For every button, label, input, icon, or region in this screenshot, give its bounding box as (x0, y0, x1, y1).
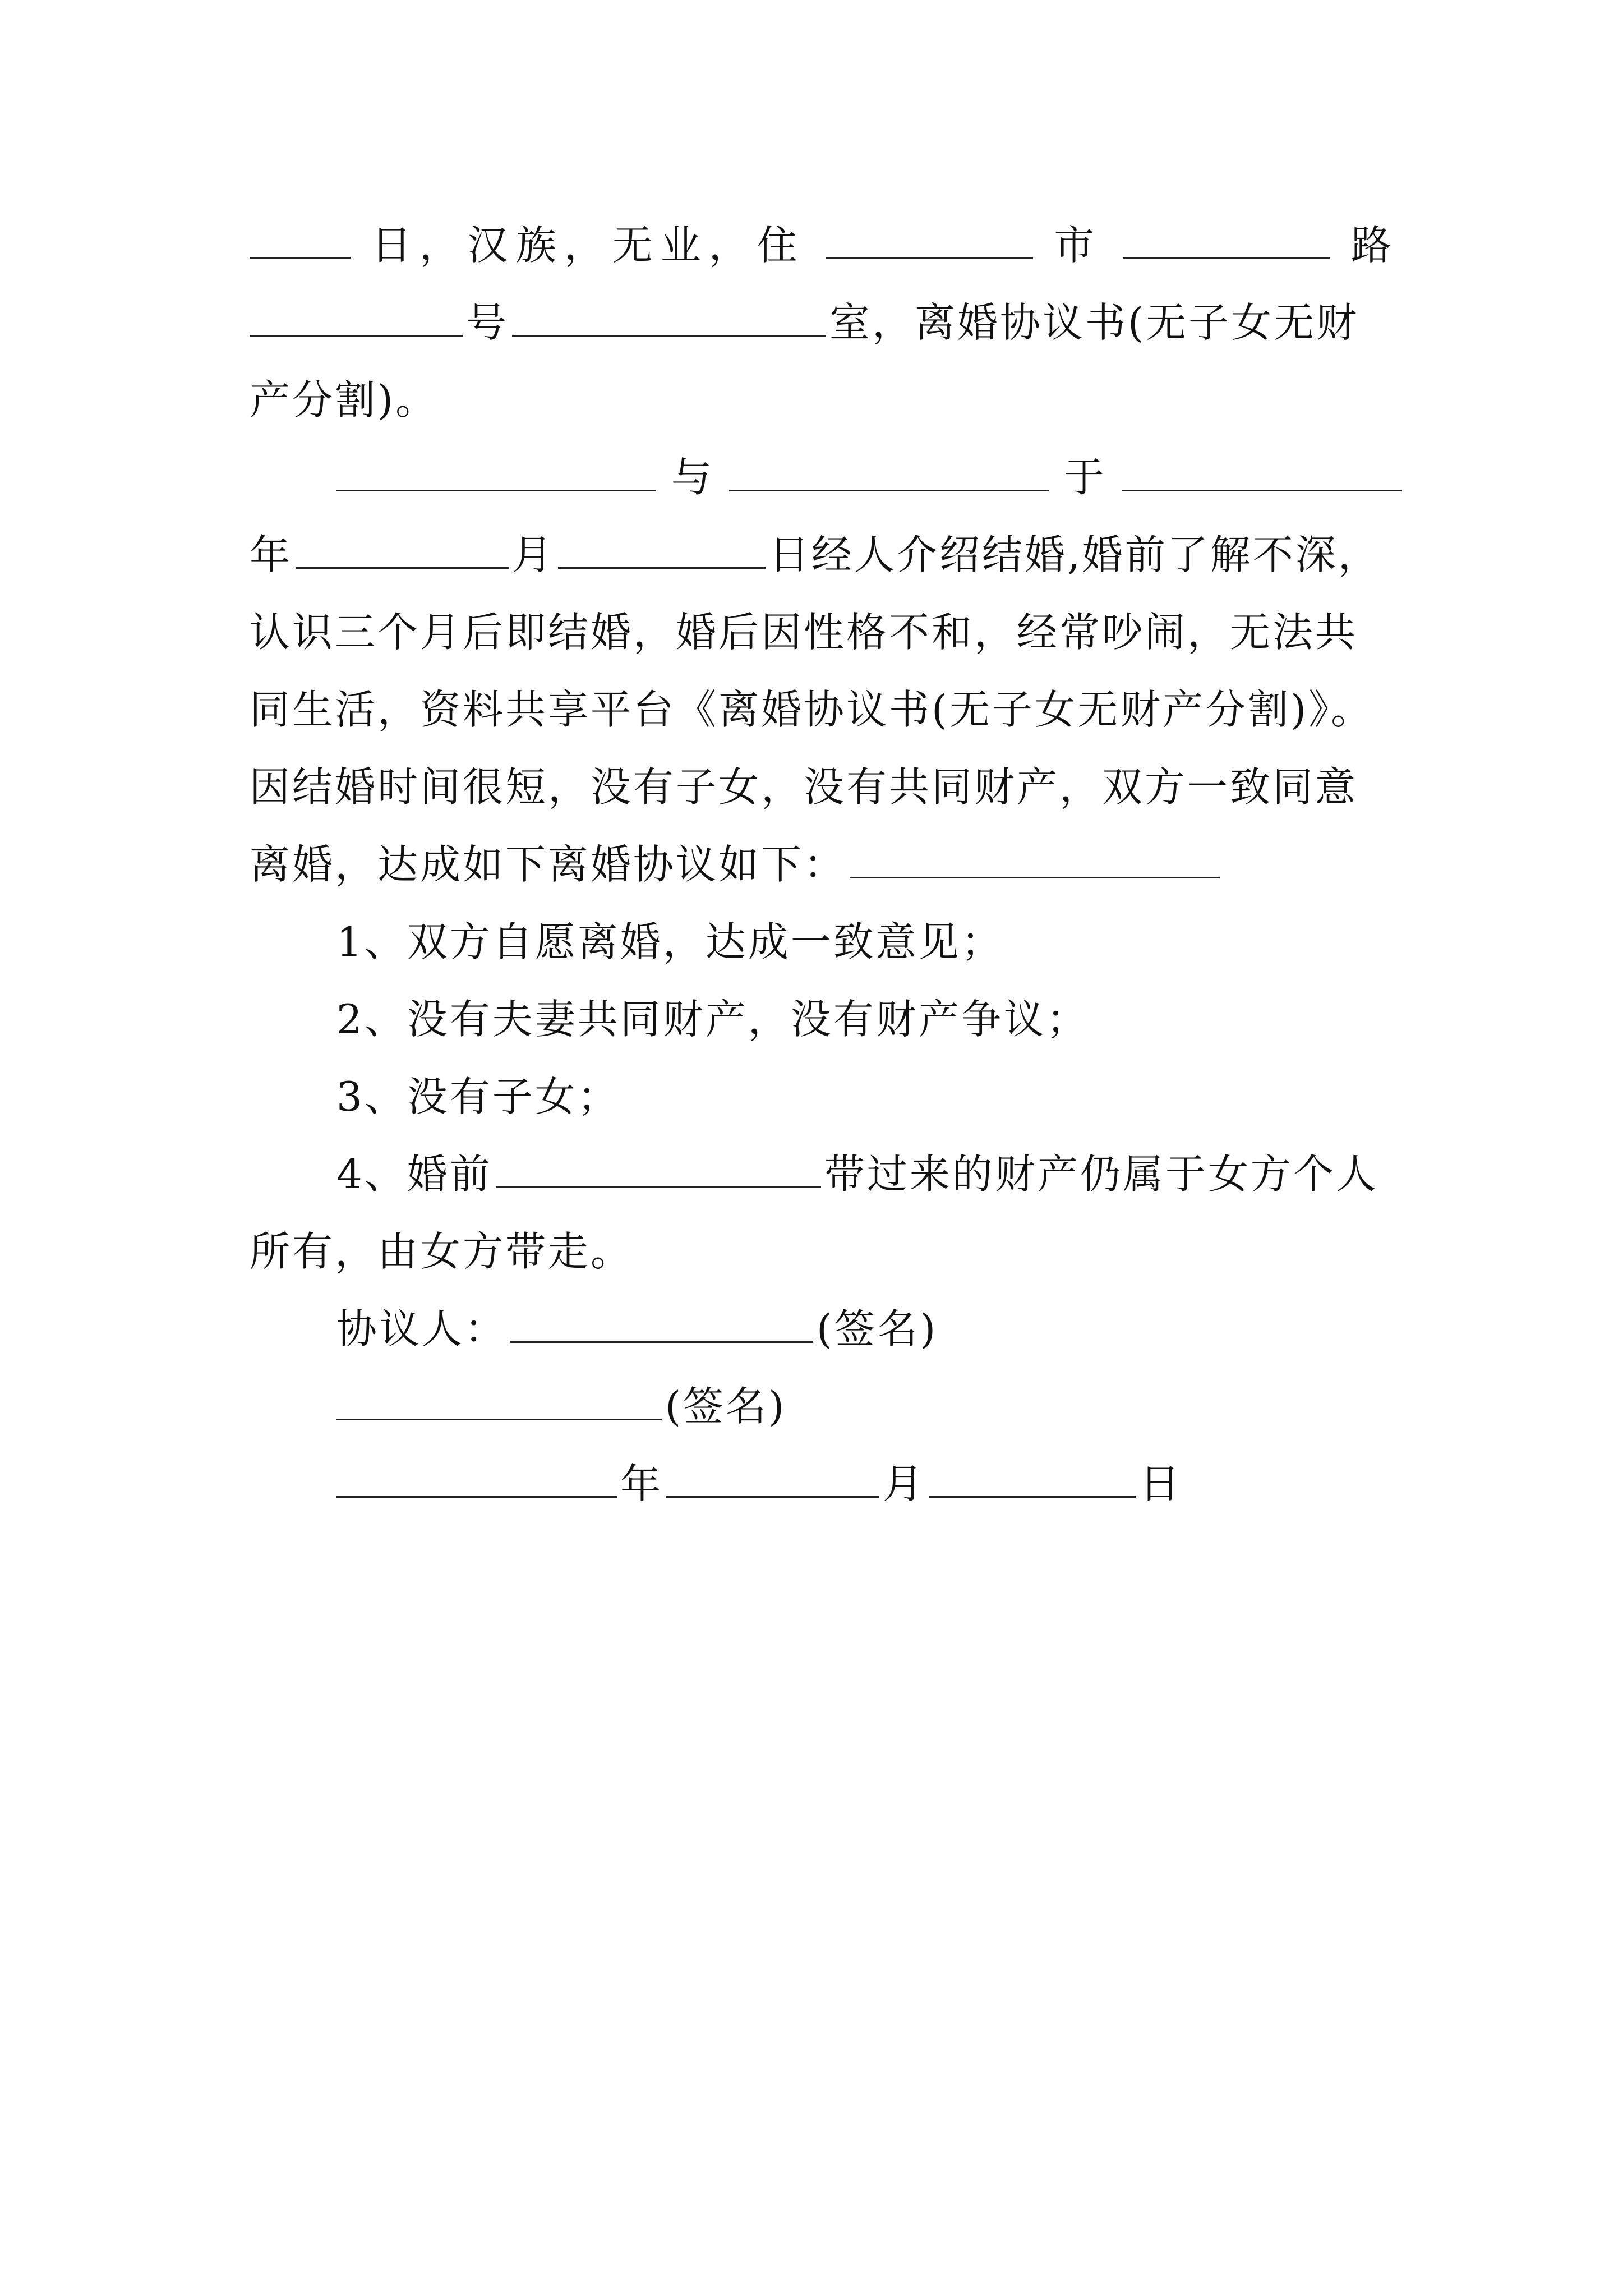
para2-text-b: 于 (1063, 454, 1106, 501)
para2-line3 (250, 593, 1394, 671)
item-4-continued (250, 1213, 1394, 1290)
para2-line5 (250, 748, 1394, 826)
para1-line2 (250, 284, 1394, 361)
para2-text-c: 年 (250, 531, 293, 578)
para2-line2 (250, 516, 1394, 593)
para1-text-e: 室，离婚协议书(无子女无财 (829, 299, 1359, 346)
para2-text-d: 月 (512, 531, 555, 578)
para2-line4 (250, 671, 1394, 748)
item-3 (336, 1058, 1394, 1135)
date-day-label: 日 (1140, 1460, 1183, 1507)
item-4-cont-text: 所有，由女方带走。 (250, 1228, 634, 1275)
item-4-suffix: 带过来的财产仍属于女方个人 (824, 1151, 1378, 1198)
blank-field[interactable] (296, 527, 509, 569)
item-3-text: 3、没有子女； (336, 1073, 620, 1120)
para2-line6 (250, 826, 1394, 903)
para1-text-d: 号 (466, 299, 509, 346)
blank-field[interactable] (729, 449, 1049, 491)
item-1-text: 1、双方自愿离婚，达成一致意见； (336, 918, 1004, 965)
day-field[interactable] (929, 1456, 1136, 1498)
para2-line1 (336, 439, 1394, 516)
date-line (336, 1445, 1394, 1522)
blank-field[interactable] (558, 527, 766, 569)
signature-line2 (336, 1368, 1394, 1445)
signature-field[interactable] (510, 1301, 813, 1343)
para2-text-f: 认识三个月后即结婚，婚后因性格不和，经常吵闹，无法共 (250, 609, 1358, 656)
para1-line1 (250, 206, 1394, 284)
para2-text-i: 离婚，达成如下离婚协议如下： (250, 841, 847, 888)
sign-note-2: (签名) (665, 1383, 787, 1430)
blank-field[interactable] (1123, 217, 1330, 259)
para1-line3 (250, 361, 1394, 439)
signature-line1 (336, 1290, 1394, 1368)
item-4 (336, 1135, 1394, 1213)
date-year-label: 年 (620, 1460, 663, 1507)
blank-field[interactable] (826, 217, 1033, 259)
signatory-label: 协议人： (336, 1305, 508, 1352)
item-1 (336, 903, 1394, 981)
para2-text-h: 因结婚时间很短，没有子女，没有共同财产，双方一致同意 (250, 763, 1358, 811)
item-2-text: 2、没有夫妻共同财产，没有财产争议； (336, 996, 1089, 1043)
para2-text-e: 日经人介绍结婚,婚前了解不深， (769, 531, 1381, 578)
year-field[interactable] (336, 1456, 617, 1498)
blank-field[interactable] (250, 217, 351, 259)
blank-field[interactable] (336, 449, 656, 491)
para2-text-g: 同生活，资料共享平台《离婚协议书(无子女无财产分割)》。 (250, 686, 1374, 733)
para2-text-a: 与 (671, 454, 714, 501)
blank-field[interactable] (496, 1146, 821, 1188)
blank-field[interactable] (1122, 449, 1402, 491)
month-field[interactable] (666, 1456, 879, 1498)
signature-field[interactable] (336, 1378, 662, 1420)
para1-text-f: 产分割)。 (250, 376, 439, 424)
sign-note-1: (签名) (817, 1305, 938, 1352)
blank-field[interactable] (250, 295, 463, 337)
blank-field[interactable] (850, 836, 1220, 878)
item-2 (336, 981, 1394, 1058)
blank-field[interactable] (512, 295, 826, 337)
date-month-label: 月 (883, 1460, 926, 1507)
para1-text-a: 日，汉族，无业，住 (371, 222, 805, 269)
para1-text-c: 路 (1350, 222, 1394, 269)
para1-text-b: 市 (1054, 222, 1103, 269)
item-4-prefix: 4、婚前 (336, 1151, 492, 1198)
